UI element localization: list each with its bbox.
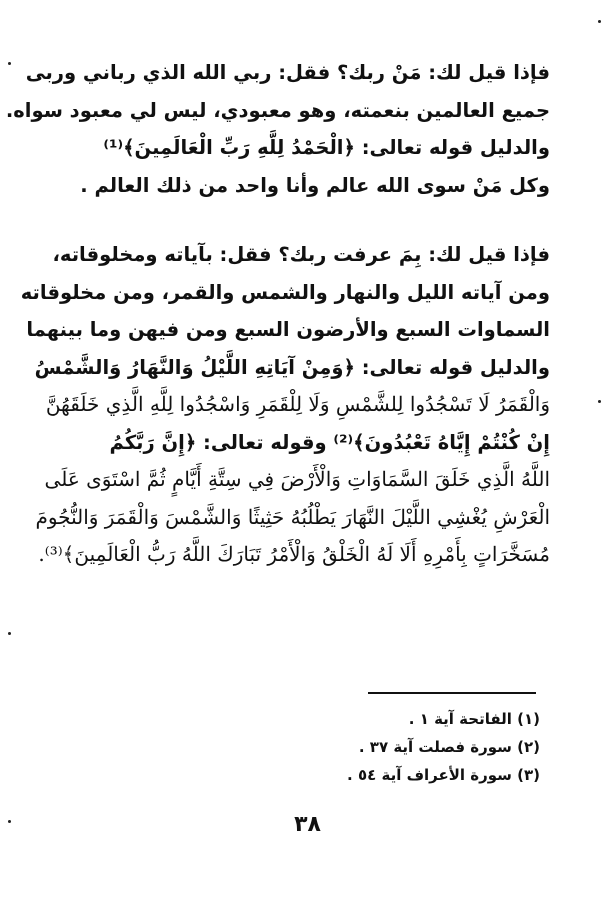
scan-speck	[8, 62, 11, 65]
text-line: إِنْ كُنْتُمْ إِيَّاهُ تَعْبُدُونَ﴾⁽²⁾ وقوله تعالى: ﴿إِنَّ رَبَّكُمُ	[109, 430, 550, 454]
quran-verse-line: وَالْقَمَرُ لَا تَسْجُدُوا لِلشَّمْسِ وَلَا لِلْقَمَرِ وَاسْجُدُوا لِلَّهِ الَّذِي خَلَقَهُنَّ	[45, 392, 550, 416]
text-line: والدليل قوله تعالى: ﴿الْحَمْدُ لِلَّهِ رَبِّ الْعَالَمِينَ﴾⁽¹⁾	[103, 136, 550, 159]
text-line: ومن آياته الليل والنهار والشمس والقمر، ومن مخلوقاته	[20, 280, 550, 304]
quran-verse-line: اللَّهُ الَّذِي خَلَقَ السَّمَاوَاتِ وَالْأَرْضَ فِي سِتَّةِ أَيَّامٍ ثُمَّ اسْتَوَى عَلَى	[44, 467, 550, 491]
scan-speck	[598, 400, 601, 403]
paragraph-who-is-your-lord	[5, 54, 550, 204]
text-line: جميع العالمين بنعمته، وهو معبودي، ليس لي معبود سواه.	[5, 98, 550, 122]
scan-speck	[598, 20, 601, 23]
paragraph-how-did-you-know-your-lord	[20, 236, 550, 574]
footnote: (١) الفاتحة آية ١ .	[408, 710, 540, 728]
scan-speck	[8, 632, 11, 635]
quran-verse-line: مُسَخَّرَاتٍ بِأَمْرِهِ أَلَا لَهُ الْخَلْقُ وَالْأَمْرُ تَبَارَكَ اللَّهُ رَبُّ الْعَالَمِينَ﴾⁽³⁾.	[38, 542, 550, 566]
footnote: (٢) سورة فصلت آية ٣٧ .	[358, 738, 540, 756]
text-line: فإذا قيل لك: مَنْ ربك؟ فقل: ربي الله الذي رباني وربى	[25, 61, 550, 84]
footnote-separator	[368, 692, 536, 694]
footnotes	[240, 705, 540, 789]
page-number: ٣٨	[294, 812, 321, 837]
text-line: وكل مَنْ سوى الله عالم وأنا واحد من ذلك العالم .	[80, 173, 550, 197]
text-line: فإذا قيل لك: بِمَ عرفت ربك؟ فقل: بآياته ومخلوقاته،	[52, 243, 550, 266]
text-line: والدليل قوله تعالى: ﴿وَمِنْ آيَاتِهِ اللَّيْلُ وَالنَّهَارُ وَالشَّمْسُ	[34, 355, 550, 379]
footnote: (٣) سورة الأعراف آية ٥٤ .	[347, 766, 540, 784]
quran-verse-line: الْعَرْشِ يُغْشِي اللَّيْلَ النَّهَارَ يَطْلُبُهُ حَثِيثًا وَالشَّمْسَ وَالْقَمَرَ وَالنُّجُومَ	[35, 504, 550, 529]
text-line: السماوات السبع والأرضون السبع ومن فيهن وما بينهما	[26, 318, 550, 341]
